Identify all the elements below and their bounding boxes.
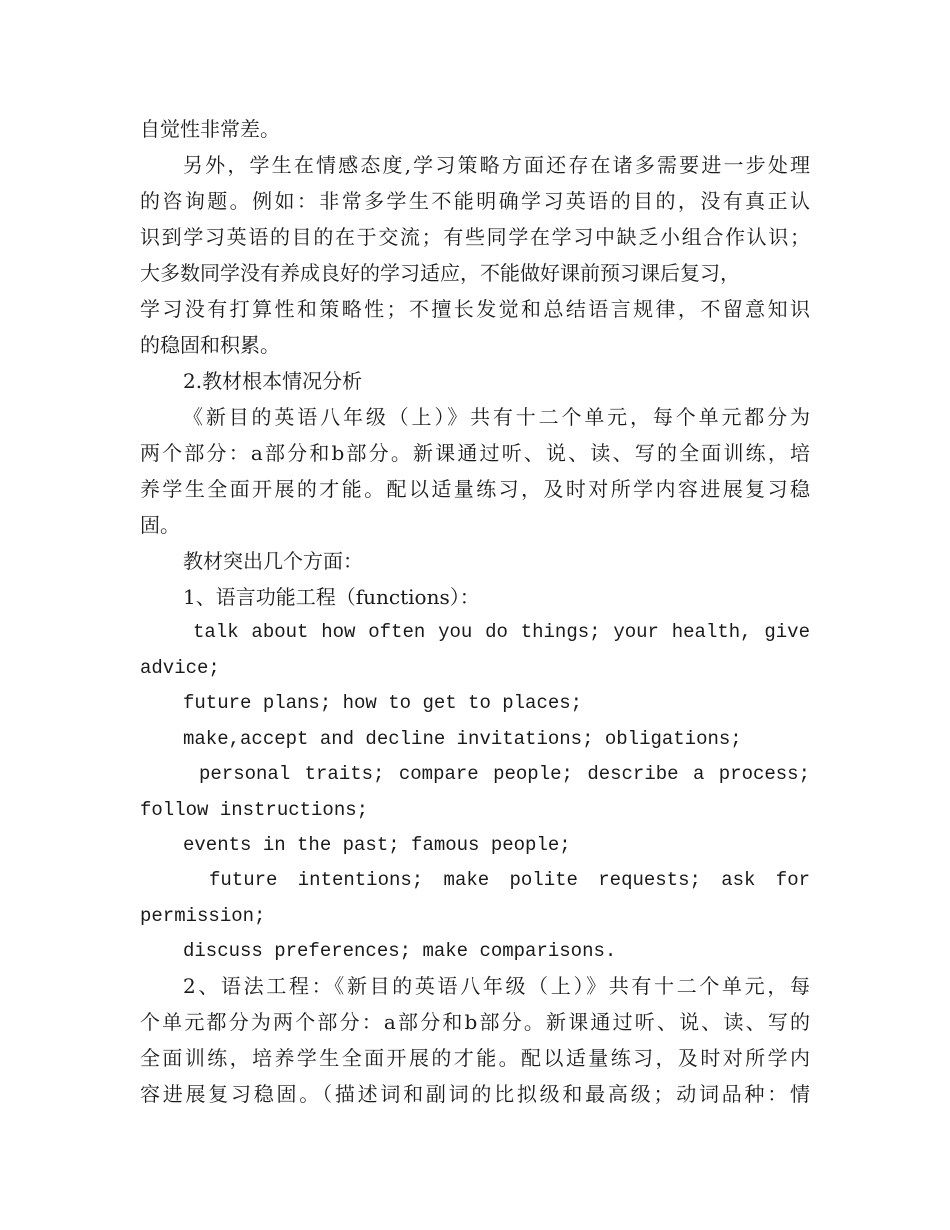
- english-line: advice;: [140, 657, 220, 679]
- text-line: 的稳固和积累。: [140, 333, 280, 357]
- english-line: events in the past; famous people;: [183, 834, 571, 856]
- list-heading: 2、语法工程：《新目的英语八年级（上）》共有十二个单元，每: [183, 974, 810, 998]
- text-line: 个单元都分为两个部分：a部分和b部分。新课通过听、说、读、写的: [140, 1010, 810, 1034]
- text-line: 学习没有打算性和策略性；不擅长发觉和总结语言规律，不留意知识: [140, 297, 810, 321]
- english-line: personal traits; compare people; describe a process;: [199, 763, 810, 785]
- text-line: 教材突出几个方面：: [183, 549, 363, 573]
- text-line: 全面训练，培养学生全面开展的才能。配以适量练习，及时对所学内: [140, 1046, 810, 1070]
- english-line: talk about how often you do things; your health, give: [193, 621, 810, 643]
- english-line: discuss preferences; make comparisons.: [183, 940, 617, 962]
- text-line: 识到学习英语的目的在于交流；有些同学在学习中缺乏小组合作认识；: [140, 225, 810, 249]
- english-line: make,accept and decline invitations; obligations;: [183, 728, 742, 750]
- section-heading: 2.教材根本情况分析: [183, 369, 363, 393]
- text-line: 容进展复习稳固。（描述词和副词的比拟级和最高级；动词品种：情: [140, 1082, 810, 1106]
- text-line: 两个部分：a部分和b部分。新课通过听、说、读、写的全面训练，培: [140, 441, 810, 465]
- text-line: 大多数同学没有养成良好的学习适应，不能做好课前预习课后复习，: [140, 261, 740, 285]
- english-line: future intentions; make polite requests; ask for: [209, 869, 810, 891]
- text-line: 养学生全面开展的才能。配以适量练习，及时对所学内容进展复习稳: [140, 477, 810, 501]
- text-line: 的咨询题。例如：非常多学生不能明确学习英语的目的，没有真正认: [140, 189, 810, 213]
- english-line: future plans; how to get to places;: [183, 692, 583, 714]
- english-line: permission;: [140, 905, 266, 927]
- english-line: follow instructions;: [140, 799, 369, 821]
- text-line: 另外，学生在情感态度,学习策略方面还存在诸多需要进一步处理: [183, 153, 810, 177]
- list-heading: 1、语言功能工程（functions）：: [183, 585, 480, 609]
- text-line: 固。: [140, 513, 180, 537]
- text-line: 自觉性非常差。: [140, 117, 280, 141]
- text-line: 《新目的英语八年级（上）》共有十二个单元，每个单元都分为: [183, 405, 810, 429]
